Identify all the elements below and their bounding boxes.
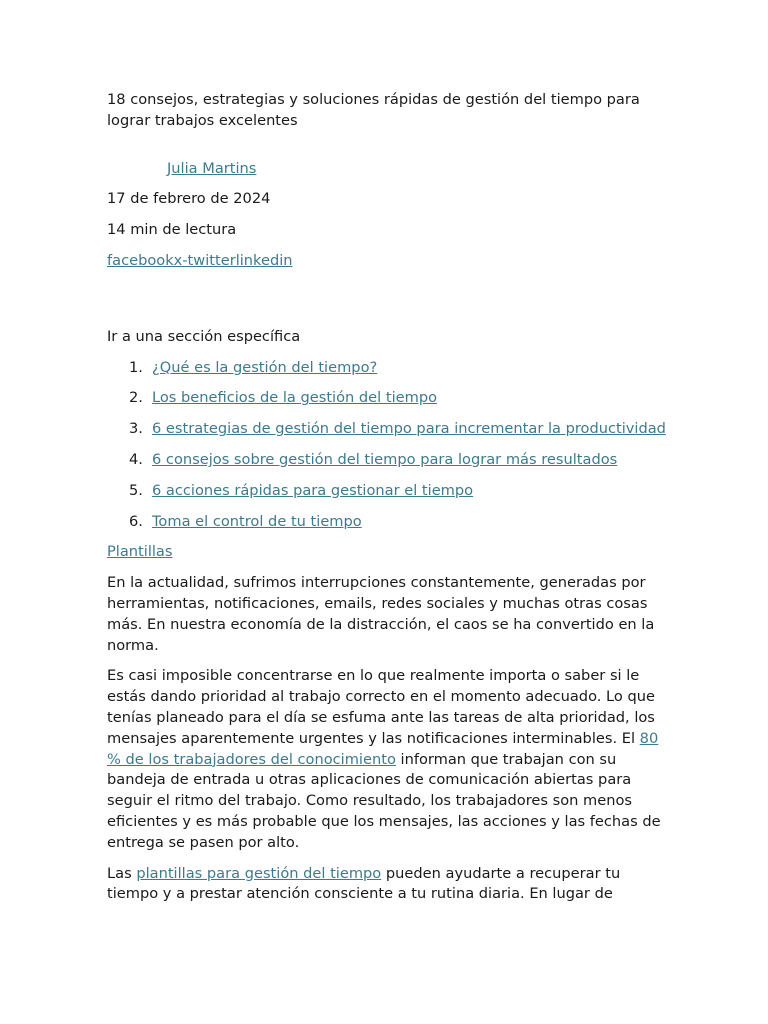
toc-link-que-es[interactable]: ¿Qué es la gestión del tiempo? (152, 358, 378, 376)
paragraph-text: pueden ayudarte a recuperar tu tiempo y a prestar atención consciente a tu rutina diaria. En lugar de (107, 864, 621, 903)
toc-number: 2. (129, 389, 143, 407)
knowledge-workers-link[interactable]: 80 % de los trabajadores del conocimiento (107, 729, 659, 768)
toc-item (129, 419, 667, 440)
time-templates-link[interactable]: plantillas para gestión del tiempo (136, 864, 382, 882)
toc-item (129, 481, 667, 502)
toc-heading: Ir a una sección específica (107, 327, 301, 345)
article-title: 18 consejos, estrategias y soluciones rápidas de gestión del tiempo para lograr trabajos excelentes (107, 91, 640, 129)
paragraph-text: informan que trabajan con su bandeja de entrada u otras aplicaciones de comunicación abiertas para seguir el ritmo del trabajo. Como resultado, los trabajadores son menos eficientes y es más probable que los mensajes, las acciones y las fechas de entrega se pasen por alto. (107, 750, 661, 851)
author-link[interactable]: Julia Martins (167, 159, 257, 177)
toc-item (129, 388, 667, 409)
toc-link-consejos[interactable]: 6 consejos sobre gestión del tiempo para lograr más resultados (152, 450, 618, 468)
author-row (107, 159, 667, 180)
table-of-contents (107, 358, 667, 533)
toc-link-estrategias[interactable]: 6 estrategias de gestión del tiempo para incrementar la productividad (152, 420, 666, 438)
body-paragraph-2 (107, 666, 667, 853)
social-links (107, 251, 667, 272)
toc-link-control[interactable]: Toma el control de tu tiempo (152, 512, 362, 530)
document-page (107, 90, 667, 905)
paragraph-text: Las (107, 864, 137, 882)
toc-item (129, 512, 667, 533)
toc-item (129, 358, 667, 379)
templates-row (107, 542, 667, 563)
share-links[interactable]: facebookx-twitterlinkedin (107, 251, 293, 269)
toc-number: 5. (129, 481, 143, 499)
paragraph-text: Es casi imposible concentrarse en lo que realmente importa o saber si le estás dando prioridad al trabajo correcto en el momento adecuado. Lo que tenías planeado para el día se esfuma ante las tareas de alta prioridad, los mensajes aparentemente urgentes y las notificaciones interminables. El (107, 667, 655, 747)
toc-number: 3. (129, 420, 143, 438)
publish-date: 17 de febrero de 2024 (107, 190, 271, 208)
templates-link[interactable]: Plantillas (107, 543, 173, 561)
body-paragraph-3 (107, 864, 667, 906)
read-time: 14 min de lectura (107, 221, 237, 239)
toc-item (129, 450, 667, 471)
body-paragraph-1: En la actualidad, sufrimos interrupciones constantemente, generadas por herramientas, notificaciones, emails, redes sociales y muchas otras cosas más. En nuestra economía de la distracción, el caos se ha convertido en la norma. (107, 574, 655, 654)
toc-number: 6. (129, 512, 143, 530)
toc-link-beneficios[interactable]: Los beneficios de la gestión del tiempo (152, 389, 438, 407)
toc-link-acciones[interactable]: 6 acciones rápidas para gestionar el tiempo (152, 481, 474, 499)
toc-number: 4. (129, 450, 143, 468)
toc-number: 1. (129, 358, 143, 376)
